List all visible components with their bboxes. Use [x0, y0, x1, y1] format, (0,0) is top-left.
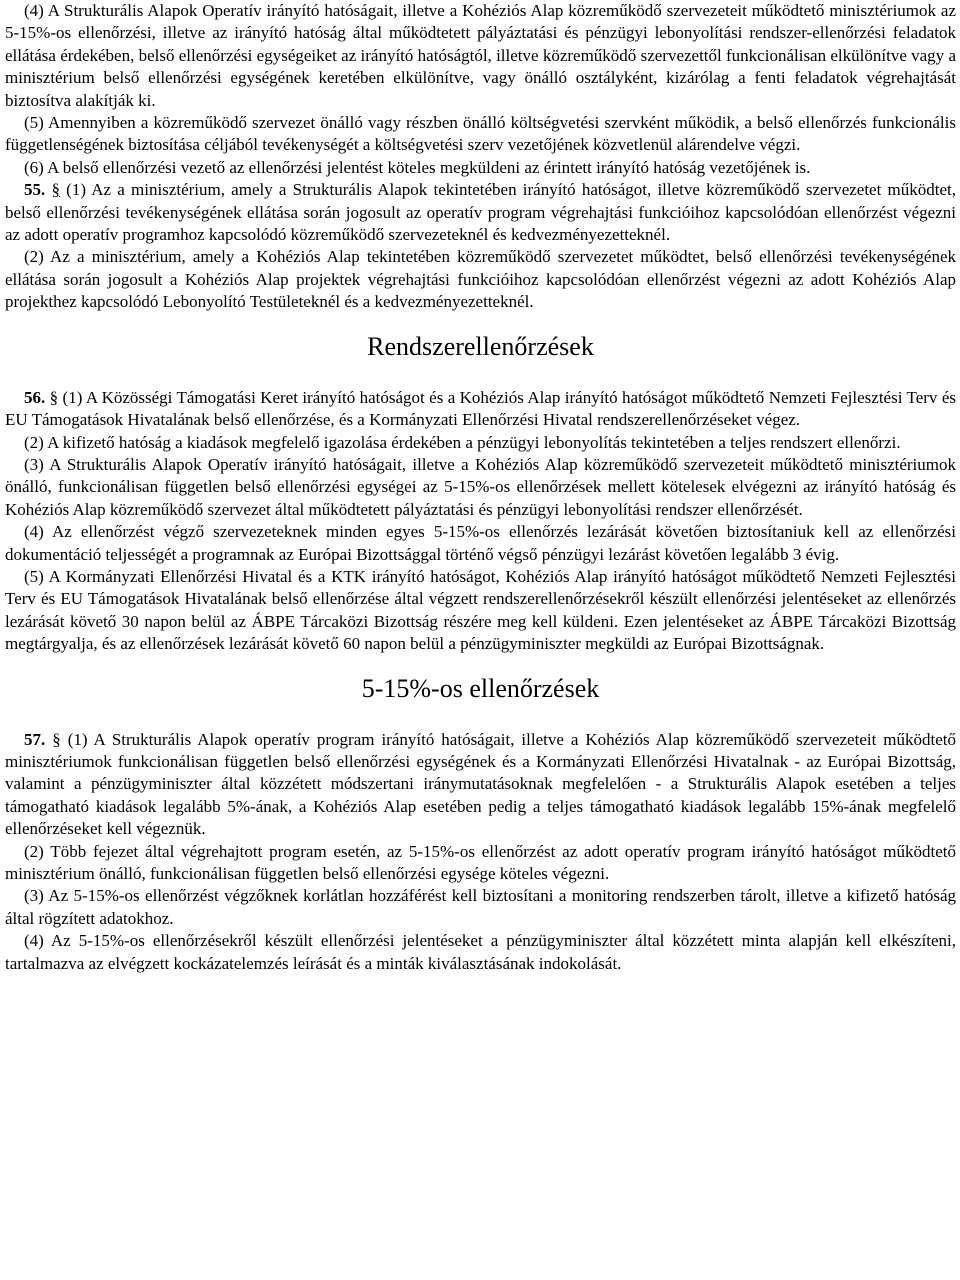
paragraph-54-5: (5) Amennyiben a közreműködő szervezet önálló vagy részben önálló költségvetési szervként működik, a belső ellenőrzés funkcionális függetlenségének biztosítása céljából tevékenységét a költségvetési szerv vezetőjének közvetlenül alárendelve végzi. [5, 113, 956, 155]
paragraph-55-1 [5, 179, 956, 246]
section-number-57: 57. [24, 729, 46, 749]
heading-5-15-ellenorzesek: 5-15%-os ellenőrzések [361, 673, 600, 703]
paragraph-56-1 [5, 387, 956, 432]
paragraph-56-3: (3) A Strukturális Alapok Operatív irányító hatóságait, illetve a Kohéziós Alap közreműködő szervezeteit működtető minisztériumok önálló, funkcionálisan független belső ellenőrzési egységei az 5-15%-os ellenőrzések mellett kötelesek elvégezni az irányító hatóság és Kohéziós Alap közreműködő szervezet által működtetett pályáztatási és pénzügyi lebonyolítási rendszer ellenőrzését. [5, 454, 956, 519]
paragraph-text: (1) A Közösségi Támogatási Keret irányító hatóságot és a Kohéziós Alap irányító hatóságot működtető Nemzeti Fejlesztési Terv és EU Támogatások Hivatalának belső ellenőrzése, és a Kormányzati Ellenőrzési Hivatal rendszerellenőrzéseket végez. [5, 387, 956, 430]
section-number-56: 56. [24, 387, 46, 407]
paragraph-text: (1) A Strukturális Alapok operatív program irányító hatóságait, illetve a Kohéziós Alap közreműködő szervezeteit működtető minisztériumok funkcionálisan független belső ellenőrzési egységének és a Kormányzati Ellenőrzési Hivatalnak - az Európai Bizottság, valamint a pénzügyminiszter által közzétett módszertani iránymutatásoknak megfelelően - a Strukturális Alapok esetében a teljes támogatható kiadások legalább 5%-ának, a Kohéziós Alap esetében pedig a teljes támogatható kiadások legalább 15%-ának megfelelő ellenőrzéseket kell végeznük. [5, 729, 956, 839]
paragraph-56-2: (2) A kifizető hatóság a kiadások megfelelő igazolása érdekében a pénzügyi lebonyolítás tekintetében a teljes rendszert ellenőrzi. [24, 432, 901, 452]
section-sign: § [51, 180, 60, 200]
paragraph-56-5: (5) A Kormányzati Ellenőrzési Hivatal és a KTK irányító hatóságot, Kohéziós Alap irányító hatóságot működtető Nemzeti Fejlesztési Terv és EU Támogatások Hivatalának belső ellenőrzése által végzett rendszerellenőrzésekről készült ellenőrzési jelentéseket az ellenőrzés lezárását követő 30 napon belül az ÁBPE Tárcaközi Bizottság részére meg kell küldeni. Ezen jelentéseket az ÁBPE Tárcaközi Bizottság megtárgyalja, és az ellenőrzések lezárását követő 60 napon belül a pénzügyminiszter megküldi az Európai Bizottságnak. [5, 566, 956, 654]
section-sign: § [52, 729, 61, 749]
section-number-55: 55. [24, 180, 46, 200]
paragraph-54-6: (6) A belső ellenőrzési vezető az ellenőrzési jelentést köteles megküldeni az érintett irányító hatóság vezetőjének is. [24, 157, 811, 177]
document-page [5, 0, 956, 975]
paragraph-55-2: (2) Az a minisztérium, amely a Kohéziós Alap tekintetében közreműködő szervezetet működtet, belső ellenőrzési tevékenységének ellátása során jogosult a Kohéziós Alap projektek végrehajtási funkcióihoz kapcsolódóan ellenőrzést végezni az adott Kohéziós Alap projekthez kapcsolódó Lebonyolító Testületeknél és a kedvezményezetteknél. [5, 247, 956, 312]
paragraph-57-1 [5, 729, 956, 841]
heading-rendszerellenorzesek: Rendszerellenőrzések [367, 331, 594, 361]
section-sign: § [49, 387, 59, 407]
paragraph-54-4: (4) A Strukturális Alapok Operatív irányító hatóságait, illetve a Kohéziós Alap közreműködő szervezeteit működtető minisztériumok az 5-15%-os ellenőrzési, illetve az irányító hatóság által működtetett pályáztatási és pénzügyi lebonyolítási rendszer-ellenőrzési feladatok ellátása érdekében, belső ellenőrzési egységeiket az irányító hatóságtól, illetve közreműködő szervezettől funkcionálisan elkülönítve vagy a minisztérium belső ellenőrzési egységének keretében elkülönítve, vagy önálló osztályként, kizárólag a fenti feladatok végrehajtását biztosítva alakítják ki. [5, 1, 956, 110]
paragraph-57-3: (3) Az 5-15%-os ellenőrzést végzőknek korlátlan hozzáférést kell biztosítani a monitoring rendszerben tárolt, illetve a kifizető hatóság által rögzített adatokhoz. [5, 886, 956, 928]
paragraph-text: (1) Az a minisztérium, amely a Strukturális Alapok tekintetében irányító hatóságot, illetve közreműködő szervezetet működtet, belső ellenőrzési tevékenységének ellátása során jogosult az operatív program végrehajtási funkcióihoz kapcsolódóan ellenőrzést végezni az adott operatív programhoz kapcsolódó közreműködő szervezeteknél és kedvezményezetteknél. [5, 180, 956, 245]
paragraph-57-2: (2) Több fejezet által végrehajtott program esetén, az 5-15%-os ellenőrzést az adott operatív program irányító hatóságot működtető minisztérium önálló, funkcionálisan független belső ellenőrzési egysége köteles végezni. [5, 841, 956, 883]
paragraph-57-4: (4) Az 5-15%-os ellenőrzésekről készült ellenőrzési jelentéseket a pénzügyminiszter által közzétett minta alapján kell elkészíteni, tartalmazva az elvégzett kockázatelemzés leírását és a minták kiválasztásának indokolását. [5, 931, 956, 973]
paragraph-56-4: (4) Az ellenőrzést végző szervezeteknek minden egyes 5-15%-os ellenőrzés lezárását követően biztosítaniuk kell az ellenőrzési dokumentáció teljességét a programnak az Európai Bizottsággal történő végső pénzügyi lezárást követően legalább 3 évig. [5, 522, 956, 564]
